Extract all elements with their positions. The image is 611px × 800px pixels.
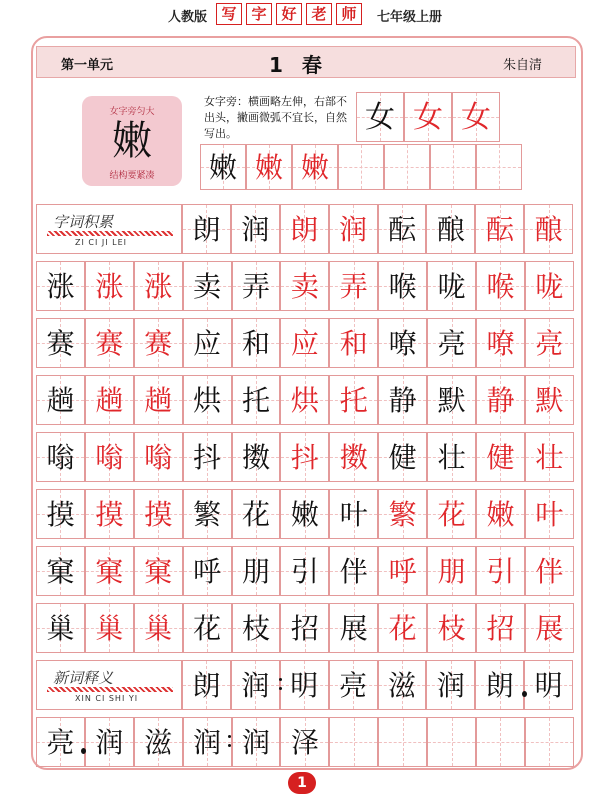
char-cell: 抖 (280, 432, 329, 482)
example-cell (384, 144, 430, 190)
char-cell: 朗 (182, 204, 231, 254)
section-label (36, 204, 182, 254)
unit-bar (36, 46, 576, 78)
char-cell: 摸 (134, 489, 183, 539)
char-cell: 涨 (85, 261, 134, 311)
char-cell: 窠 (85, 546, 134, 596)
char-cell: 叶 (329, 489, 378, 539)
char-cell: 花 (183, 603, 232, 653)
char-cell: 酿 (426, 204, 475, 254)
char-cell: 健 (476, 432, 525, 482)
char-cell: 招 (476, 603, 525, 653)
char-cell: 润 (183, 717, 232, 767)
char-cell: 卖 (280, 261, 329, 311)
radical-stamp (82, 96, 182, 186)
example-cell: 嫩 (246, 144, 292, 190)
author-name: 朱自清 (503, 58, 543, 73)
char-cell: 抖 (183, 432, 232, 482)
char-cell: 巢 (85, 603, 134, 653)
char-cell: 朋 (427, 546, 476, 596)
char-cell: 托 (329, 375, 378, 425)
char-cell: 赛 (134, 318, 183, 368)
example-cell (430, 144, 476, 190)
char-cell: 嗡 (36, 432, 85, 482)
char-cell: 伴 (525, 546, 574, 596)
char-cell: 嗡 (134, 432, 183, 482)
char-cell: 弄 (232, 261, 281, 311)
example-cell: 嫩 (200, 144, 246, 190)
char-cell: 喉 (378, 261, 427, 311)
char-cell: 咙 (525, 261, 574, 311)
radical-tip: 女字旁：横画略左伸，右部不出头，撇画微弧不宜长，自然写出。 (204, 95, 347, 140)
char-cell: 酿 (524, 204, 573, 254)
char-cell: 静 (378, 375, 427, 425)
char-cell (525, 717, 574, 767)
char-cell: 默 (525, 375, 574, 425)
brand-char: 字 (246, 3, 272, 25)
radical-cell: 女 (404, 92, 452, 142)
char-cell: 亮 (427, 318, 476, 368)
section-pinyin: XIN CI SHI YI (75, 694, 139, 703)
char-cell: 弄 (329, 261, 378, 311)
char-cell: 巢 (134, 603, 183, 653)
char-cell: 引 (476, 546, 525, 596)
char-cell: 巢 (36, 603, 85, 653)
char-cell: 朗 (182, 660, 231, 710)
char-cell: 酝 (378, 204, 427, 254)
char-cell: 应 (280, 318, 329, 368)
char-cell: 花 (427, 489, 476, 539)
char-cell: 引 (280, 546, 329, 596)
publisher-label: 人教版 (168, 10, 208, 25)
char-cell: 亮 (525, 318, 574, 368)
char-cell: 趟 (36, 375, 85, 425)
char-cell: 摸 (36, 489, 85, 539)
char-cell: 托 (232, 375, 281, 425)
char-cell: 招 (280, 603, 329, 653)
section-label (36, 660, 182, 710)
char-cell: 明 (524, 660, 573, 710)
char-cell: 亮 (329, 660, 378, 710)
stamp-bottom-text: 结构要紧凑 (109, 171, 155, 181)
char-cell: 擞 (329, 432, 378, 482)
brand-char: 师 (336, 3, 362, 25)
char-cell: 润 (231, 660, 280, 710)
char-cell: 滋 (378, 660, 427, 710)
section-title: 新词释义 (53, 669, 114, 687)
section-title: 字词积累 (53, 213, 114, 231)
example-cell: 嫩 (292, 144, 338, 190)
brand-char: 写 (216, 3, 242, 25)
char-cell: 繁 (183, 489, 232, 539)
char-cell: 明 (280, 660, 329, 710)
comma-mark (81, 748, 86, 754)
char-cell: 滋 (134, 717, 183, 767)
char-cell: 窠 (36, 546, 85, 596)
char-cell: 亮 (36, 717, 85, 767)
practice-row (36, 261, 574, 311)
brand-char: 好 (276, 3, 302, 25)
char-cell: 枝 (427, 603, 476, 653)
char-cell: 呼 (378, 546, 427, 596)
brand-title (216, 3, 366, 27)
char-cell: 赛 (36, 318, 85, 368)
char-cell: 朗 (475, 660, 524, 710)
char-cell: 喉 (476, 261, 525, 311)
char-cell: 嫩 (476, 489, 525, 539)
colon-mark (279, 678, 283, 692)
practice-row (36, 546, 574, 596)
grade-label: 七年级上册 (377, 10, 443, 25)
char-cell: 嘹 (476, 318, 525, 368)
char-cell: 烘 (183, 375, 232, 425)
example-cell (338, 144, 384, 190)
char-cell: 趟 (85, 375, 134, 425)
char-cell: 赛 (85, 318, 134, 368)
practice-row (36, 660, 574, 710)
radical-cell: 女 (356, 92, 404, 142)
char-cell: 默 (427, 375, 476, 425)
char-cell: 趟 (134, 375, 183, 425)
char-cell: 酝 (475, 204, 524, 254)
char-cell: 润 (231, 204, 280, 254)
char-cell: 和 (232, 318, 281, 368)
char-cell: 花 (232, 489, 281, 539)
char-cell (476, 717, 525, 767)
char-cell: 壮 (427, 432, 476, 482)
radical-cells (356, 92, 500, 142)
char-cell: 卖 (183, 261, 232, 311)
char-cell: 润 (329, 204, 378, 254)
char-cell: 花 (378, 603, 427, 653)
radical-cell: 女 (452, 92, 500, 142)
practice-row (36, 375, 574, 425)
char-cell: 泽 (280, 717, 329, 767)
char-cell: 伴 (329, 546, 378, 596)
char-cell: 枝 (232, 603, 281, 653)
char-cell: 润 (85, 717, 134, 767)
practice-row (36, 717, 574, 767)
stamp-top-text: 女字旁匀大 (109, 107, 155, 117)
char-cell: 涨 (36, 261, 85, 311)
unit-label: 第一单元 (61, 58, 114, 73)
char-cell: 润 (426, 660, 475, 710)
char-cell: 烘 (280, 375, 329, 425)
char-cell: 繁 (378, 489, 427, 539)
char-cell: 展 (329, 603, 378, 653)
char-cell (378, 717, 427, 767)
practice-row (36, 489, 574, 539)
char-cell: 壮 (525, 432, 574, 482)
char-cell: 展 (525, 603, 574, 653)
char-cell: 摸 (85, 489, 134, 539)
practice-row (36, 204, 574, 254)
char-cell (427, 717, 476, 767)
page-number: 1 (288, 772, 316, 794)
char-cell: 应 (183, 318, 232, 368)
char-cell (329, 717, 378, 767)
zigzag-divider (47, 231, 173, 236)
char-cell: 擞 (232, 432, 281, 482)
char-cell: 窠 (134, 546, 183, 596)
char-cell: 朗 (280, 204, 329, 254)
lesson-title: 1 春 (269, 53, 328, 77)
char-cell: 健 (378, 432, 427, 482)
char-cell: 朋 (232, 546, 281, 596)
example-cell (476, 144, 522, 190)
char-cell: 嘹 (378, 318, 427, 368)
example-cells (200, 144, 522, 190)
char-cell: 静 (476, 375, 525, 425)
char-cell: 和 (329, 318, 378, 368)
char-cell: 叶 (525, 489, 574, 539)
practice-row (36, 432, 574, 482)
char-cell: 嗡 (85, 432, 134, 482)
practice-row (36, 318, 574, 368)
page-header (0, 0, 611, 30)
char-cell: 涨 (134, 261, 183, 311)
colon-mark (228, 735, 232, 749)
char-cell: 润 (232, 717, 281, 767)
comma-mark (522, 691, 527, 697)
stamp-char: 嫩 (112, 118, 152, 164)
char-cell: 咙 (427, 261, 476, 311)
char-cell: 呼 (183, 546, 232, 596)
char-cell: 嫩 (280, 489, 329, 539)
practice-row (36, 603, 574, 653)
zigzag-divider (47, 687, 173, 692)
brand-char: 老 (306, 3, 332, 25)
section-pinyin: ZI CI JI LEI (75, 238, 128, 247)
